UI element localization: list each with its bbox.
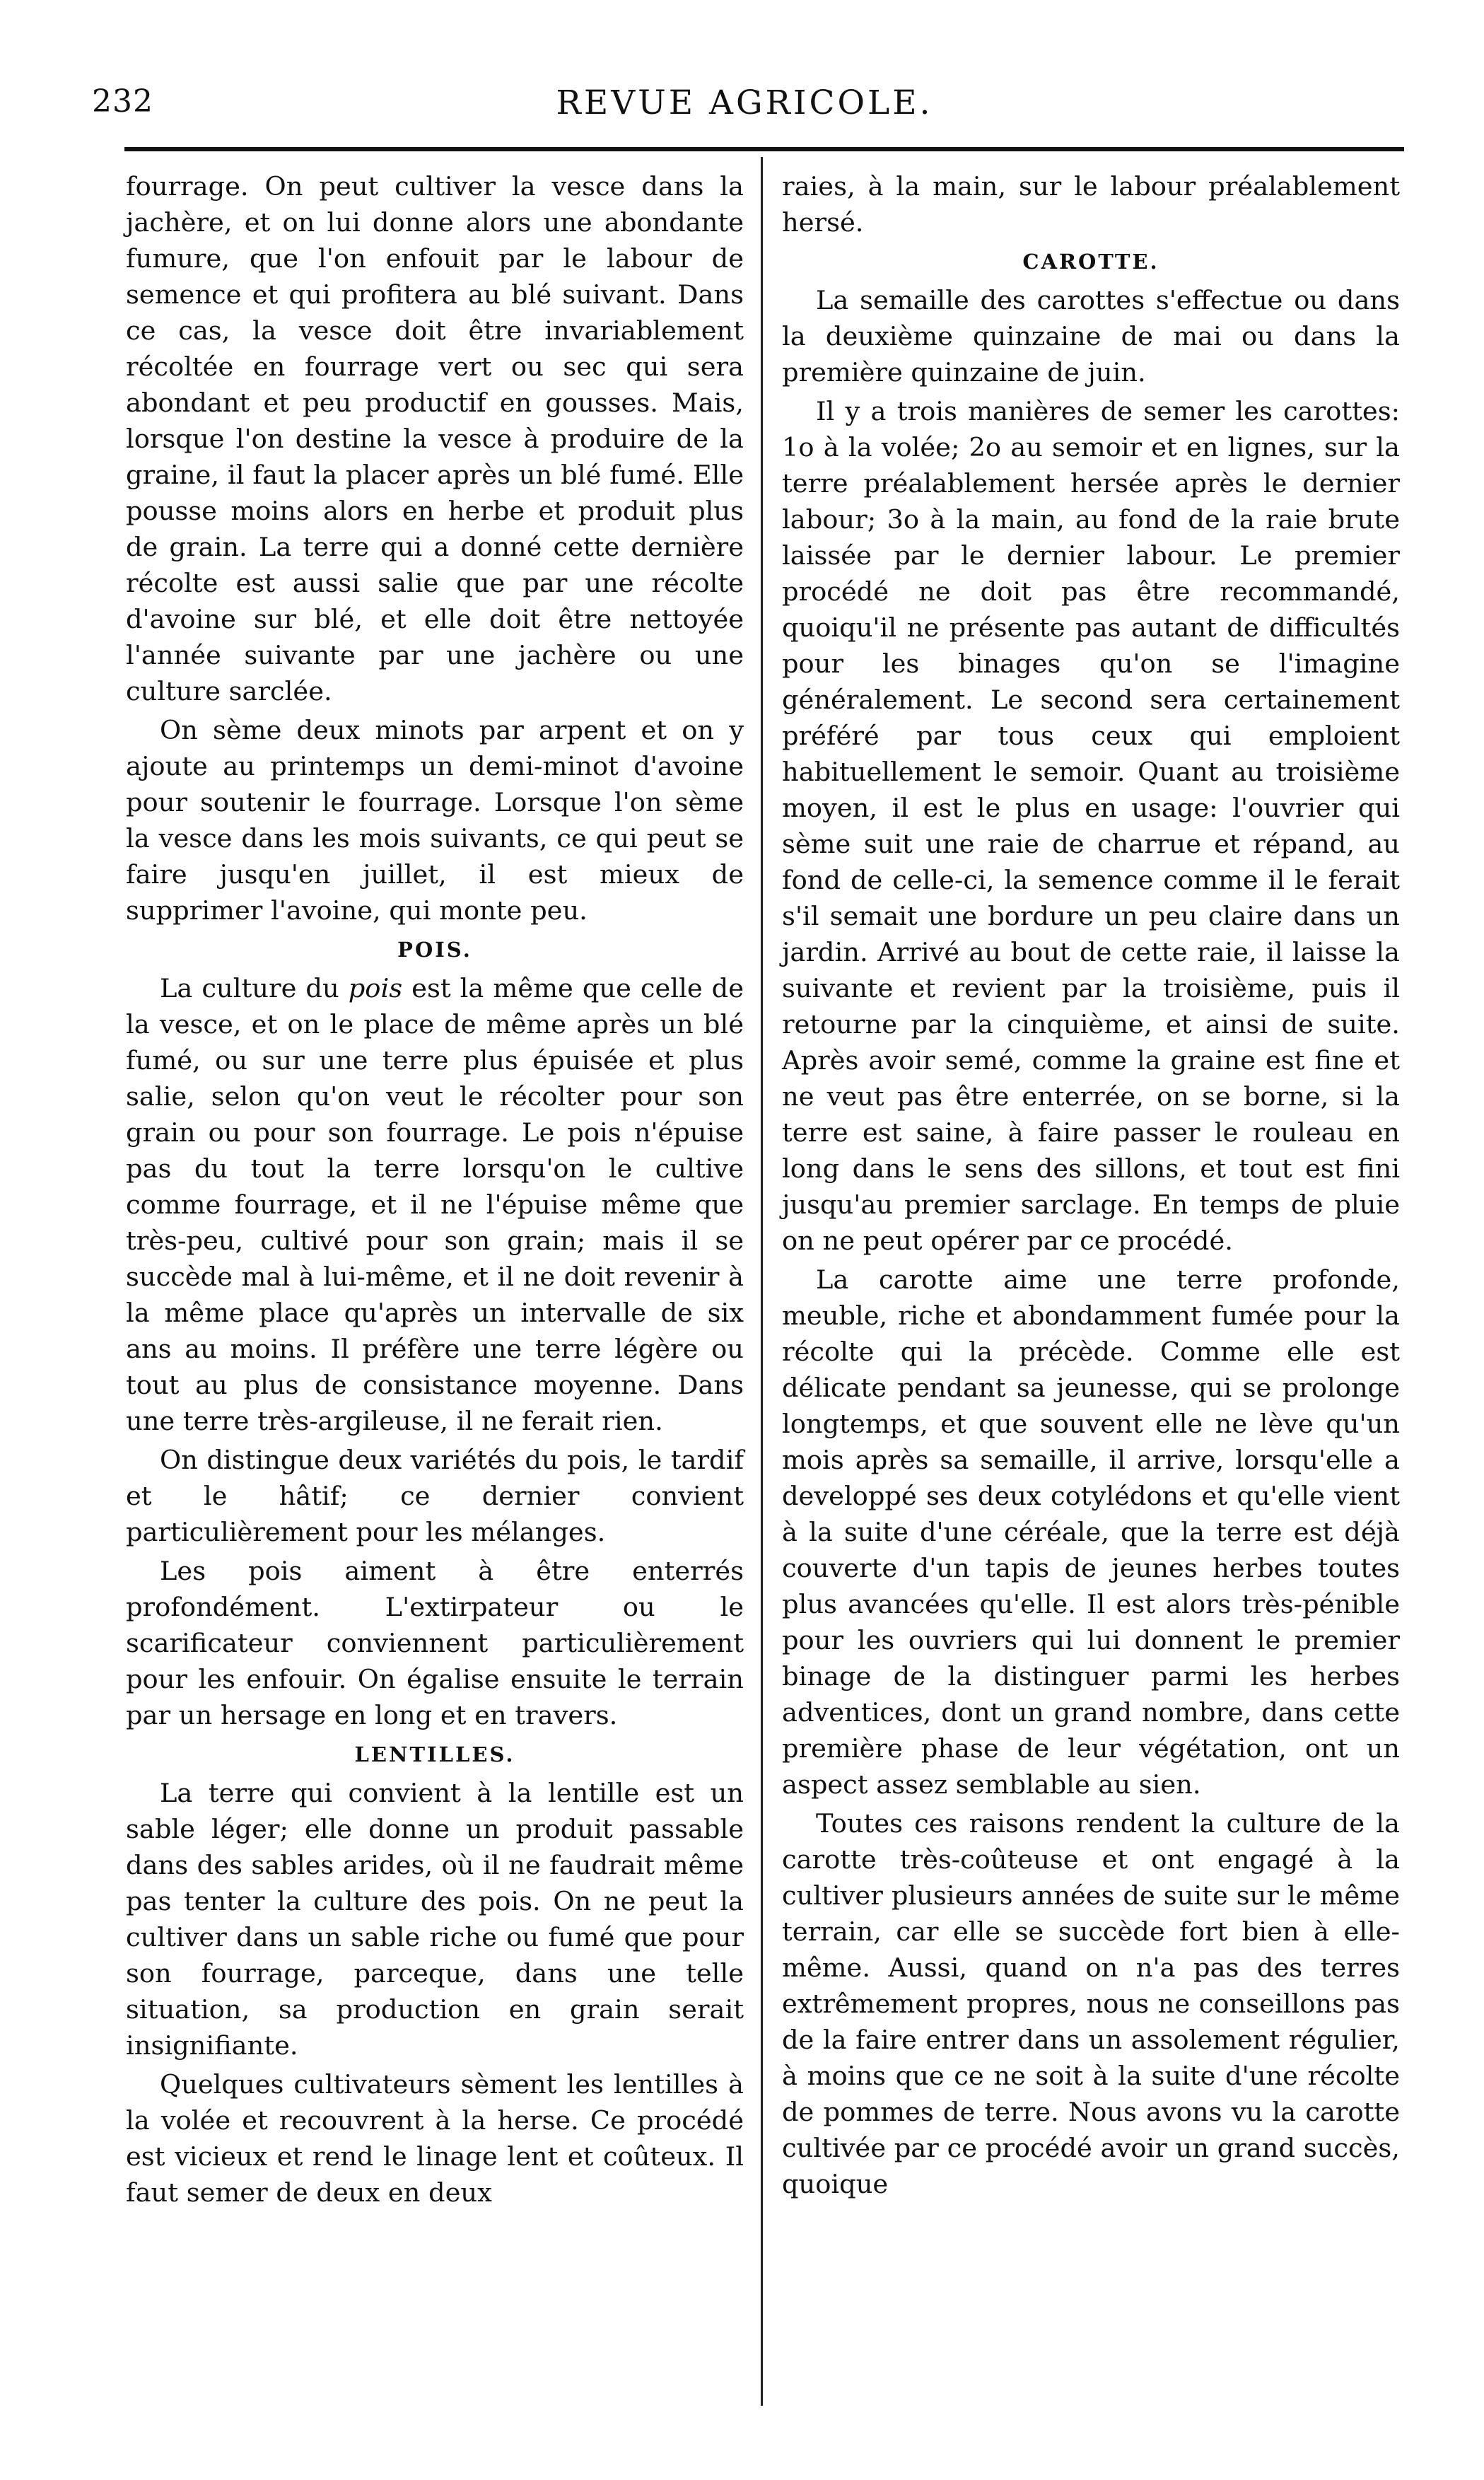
section-heading-lentilles: LENTILLES. [354,1742,515,1766]
paragraph: Quelques cultivateurs sèment les lentilles à la volée et recouvrent à la herse. Ce procédé est vicieux et rend le linage lent et coûteux. Il faut semer de deux en deux [126,2069,744,2208]
page-number: 232 [92,83,153,120]
paragraph-text: est la même que celle de la vesce, et on le place de même après un blé fumé, ou sur une terre plus épuisée et plus salie, selon qu'on veut le récolter pour son grain ou pour son fourrage. Le pois n'épuise pas du tout la terre lorsqu'on le cultive comme fourrage, et il ne l'épuise même que très-peu, cultivé pour son grain; mais il se succède mal à lui-même, et il ne doit revenir à la même place qu'après un intervalle de six ans au moins. Il préfère une terre légère ou tout au plus de consistance moyenne. Dans une terre très-argileuse, il ne ferait rien. [126,973,744,1436]
paragraph: La terre qui convient à la lentille est un sable léger; elle donne un produit passable dans des sables arides, où il ne faudrait même pas tenter la culture des pois. On ne peut la cultiver dans un sable riche ou fumé que pour son fourrage, parceque, dans une telle situation, sa production en grain serait insignifiante. [126,1778,744,2061]
section-heading-carotte: CAROTTE. [1022,250,1159,274]
paragraph-text: La culture du [160,973,349,1003]
page-header [83,76,1406,133]
running-title: REVUE AGRICOLE. [556,83,933,122]
paragraph: raies, à la main, sur le labour préalablement hersé. [782,171,1400,238]
right-column [782,168,1400,2202]
paragraph: Toutes ces raisons rendent la culture de la carotte très-coûteuse et ont engagé à la cultiver plusieurs années de suite sur le même terrain, car elle se succède fort bien à elle-même. Aussi, quand on n'a pas des terres extrêmement propres, nous ne conseillons pas de la faire entrer dans un assolement régulier, à moins que ce ne soit à la suite d'une récolte de pommes de terre. Nous avons vu la carotte cultivée par ce procédé avoir un grand succès, quoique [782,1808,1400,2199]
paragraph: La carotte aime une terre profonde, meuble, riche et abondamment fumée pour la récolte qui la précède. Comme elle est délicate pendant sa jeunesse, qui se prolonge longtemps, et que souvent elle ne lève qu'un mois après sa semaille, il arrive, lorsqu'elle a developpé ses deux cotylédons et qu'elle vient à la suite d'une céréale, que la terre est déjà couverte d'un tapis de jeunes herbes toutes plus avancées qu'elle. Il est alors très-pénible pour les ouvriers qui lui donnent le premier binage de la distinguer parmi les herbes adventices, dont un grand nombre, dans cette première phase de leur végétation, ont un aspect assez semblable au sien. [782,1264,1400,1800]
section-heading-pois: POIS. [397,938,472,962]
paragraph: Les pois aiment à être enterrés profondément. L'extirpateur ou le scarificateur conviennent particulièrement pour les enfouir. On égalise ensuite le terrain par un hersage en long et en travers. [126,1556,744,1730]
header-rule [124,147,1404,151]
paragraph [126,970,744,1439]
paragraph: Il y a trois manières de semer les carottes: 1o à la volée; 2o au semoir et en lignes, sur la terre préalablement hersée après le dernier labour; 3o à la main, au fond de la raie brute laissée par le dernier labour. Le premier procédé ne doit pas être recommandé, quoiqu'il ne présente pas autant de difficultés pour les binages qu'on se l'imagine généralement. Le second sera certainement préféré par tous ceux qui emploient habituellement le semoir. Quant au troisième moyen, il est le plus en usage: l'ouvrier qui sème suit une raie de charrue et répand, au fond de celle-ci, la semence comme il le ferait s'il semait une bordure un peu claire dans un jardin. Arrivé au bout de cette raie, il laisse la suivante et revient par la troisième, puis il retourne par la cinquième, et ainsi de suite. Après avoir semé, comme la graine est fine et ne veut pas être enterrée, on se borne, si la terre est saine, à faire passer le rouleau en long dans le sens des sillons, et tout est fini jusqu'au premier sarclage. En temps de pluie on ne peut opérer par ce procédé. [782,396,1400,1256]
paragraph: On sème deux minots par arpent et on y ajoute au printemps un demi-minot d'avoine pour soutenir le fourrage. Lorsque l'on sème la vesce dans les mois suivants, ce qui peut se faire jusqu'en juillet, il est mieux de supprimer l'avoine, qui monte peu. [126,715,744,926]
column-divider [761,157,763,2406]
paragraph: On distingue deux variétés du pois, le tardif et le hâtif; ce dernier convient particulièrement pour les mélanges. [126,1445,744,1547]
paragraph: fourrage. On peut cultiver la vesce dans la jachère, et on lui donne alors une abondante fumure, que l'on enfouit par le labour de semence et qui profitera au blé suivant. Dans ce cas, la vesce doit être invariablement récoltée en fourrage vert ou sec qui sera abondant et peu productif en gousses. Mais, lorsque l'on destine la vesce à produire de la graine, il faut la placer après un blé fumé. Elle pousse moins alors en herbe et produit plus de grain. La terre qui a donné cette dernière récolte est aussi salie que par une récolte d'avoine sur blé, et elle doit être nettoyée l'année suivante par une jachère ou une culture sarclée. [126,171,744,706]
emphasis-text: pois [348,973,403,1003]
paragraph: La semaille des carottes s'effectue ou dans la deuxième quinzaine de mai ou dans la première quinzaine de juin. [782,285,1400,388]
left-column [126,168,744,2211]
